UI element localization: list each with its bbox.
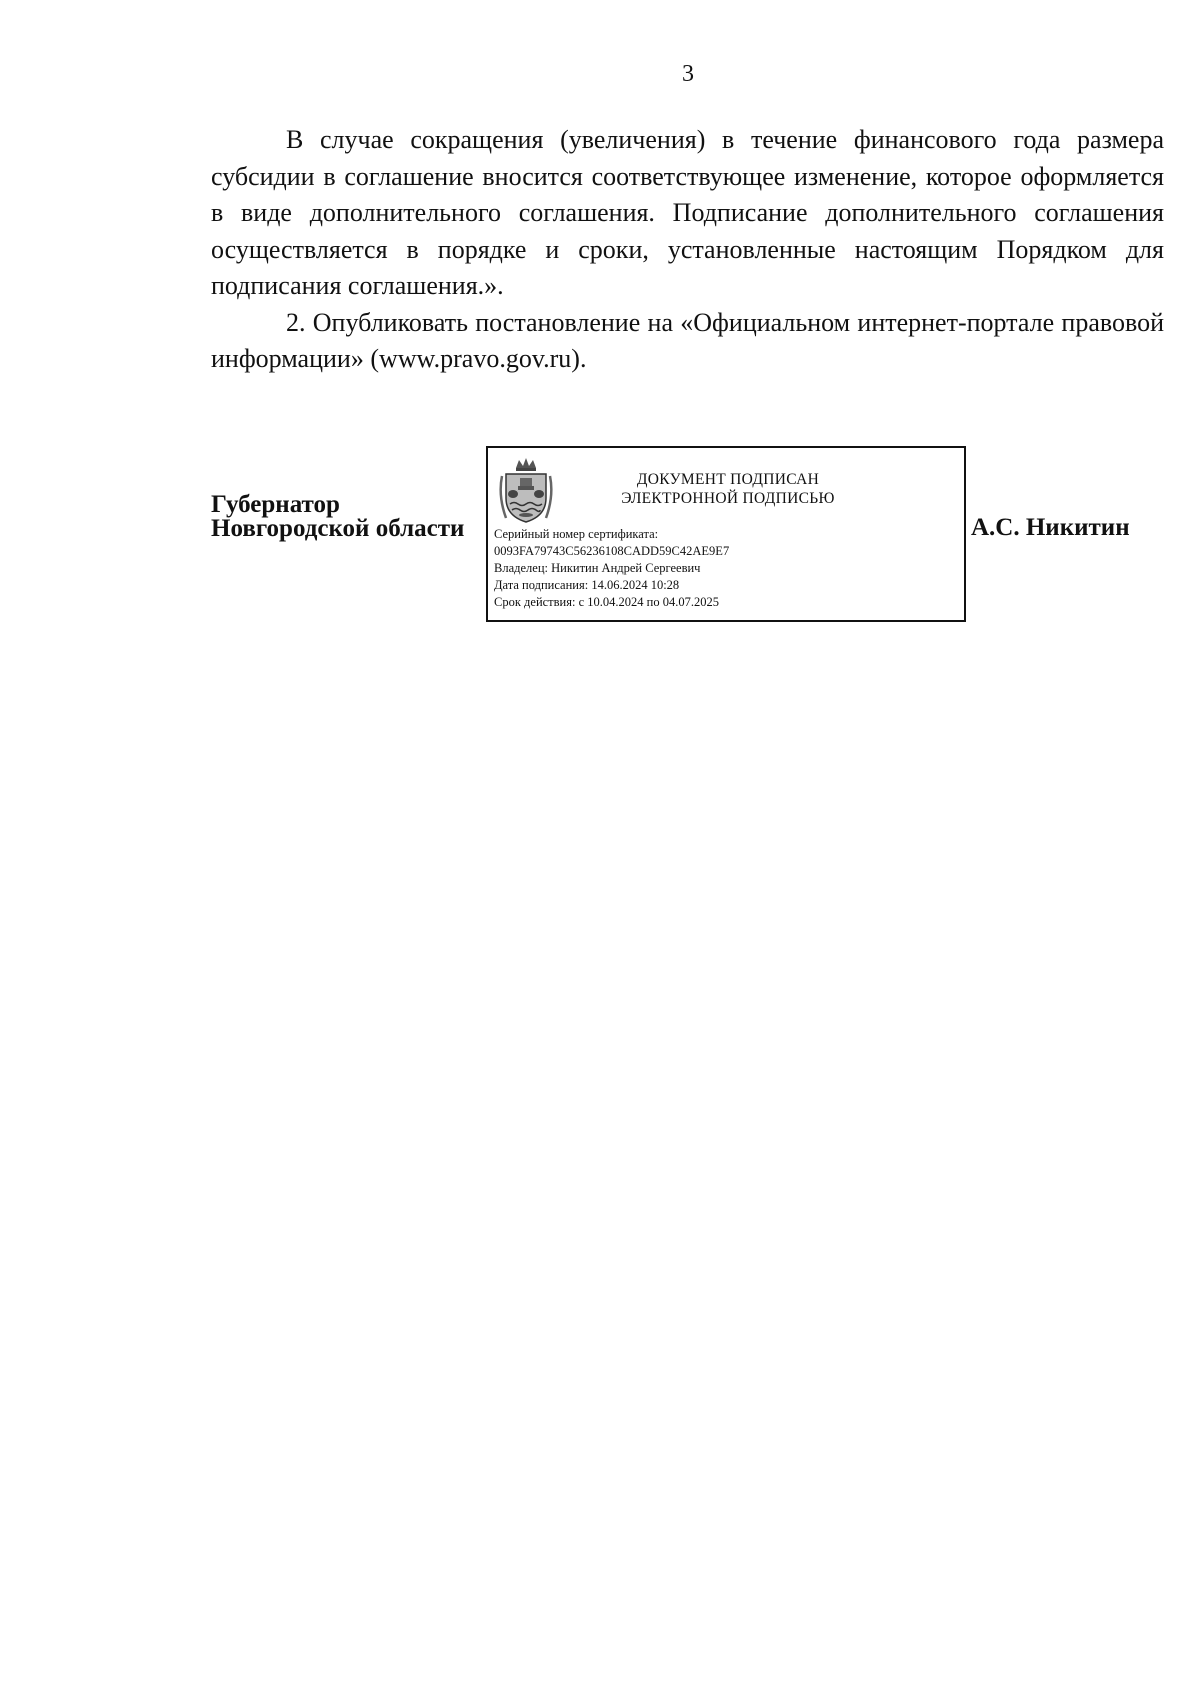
signatory-position-line2: Новгородской области <box>211 515 465 542</box>
certificate-serial-value: 0093FA79743C56236108CADD59C42AE9E7 <box>494 544 730 558</box>
certificate-owner: Владелец: Никитин Андрей Сергеевич <box>494 561 701 575</box>
stamp-heading-line2: ЭЛЕКТРОННОЙ ПОДПИСЬЮ <box>621 490 835 507</box>
page-number: 3 <box>682 61 694 87</box>
stamp-heading-line1: ДОКУМЕНТ ПОДПИСАН <box>636 471 820 488</box>
novgorod-coat-of-arms-icon <box>496 456 556 526</box>
paragraph-subsidy-change: В случае сокращения (увеличения) в течение финансового года размера субсидии в соглашение вносится соответствующее изменение, которое оформляется в виде дополнительного соглашения. Подписание дополнительного соглашения осуществляется в порядке и сроки, установленные настоящим Порядком для подписания соглашения.». <box>211 125 1164 300</box>
certificate-validity: Срок действия: с 10.04.2024 по 04.07.2025 <box>494 595 719 609</box>
certificate-serial-label: Серийный номер сертификата: <box>494 527 659 541</box>
electronic-signature-stamp <box>486 446 966 622</box>
stamp-certificate-details <box>494 526 729 611</box>
signatory-position-line1: Губернатор <box>211 491 340 518</box>
signatory-position <box>211 493 464 541</box>
stamp-heading <box>568 470 888 508</box>
document-body <box>211 122 1164 378</box>
paragraph-publication: 2. Опубликовать постановление на «Официальном интернет-портале правовой информации» (www.pravo.gov.ru). <box>211 307 1164 373</box>
signing-date: Дата подписания: 14.06.2024 10:28 <box>494 578 680 592</box>
signatory-name: А.С. Никитин <box>971 514 1130 541</box>
